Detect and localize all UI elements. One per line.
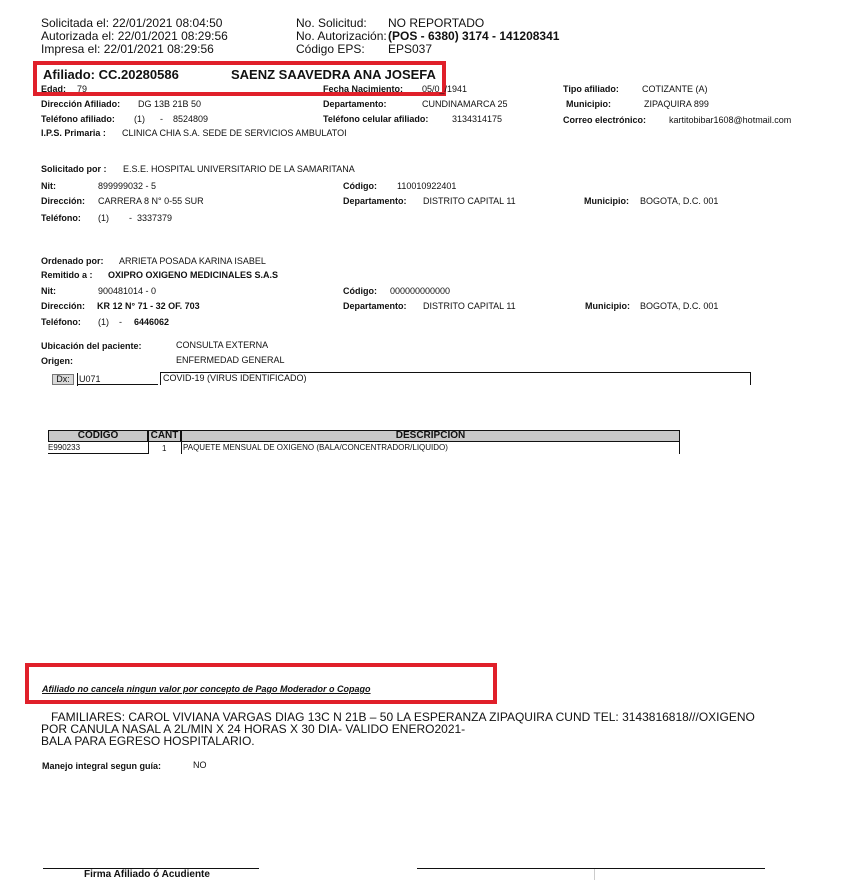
solicitante-departamento-label: Departamento: — [343, 196, 407, 206]
solicitante-telefono-label: Teléfono: — [41, 213, 81, 223]
solicitante-codigo-value: 110010922401 — [397, 181, 457, 191]
remitido-municipio-label: Municipio: — [585, 301, 630, 311]
solicitante-municipio-value: BOGOTA, D.C. 001 — [640, 196, 719, 206]
row-divider-2 — [181, 442, 182, 454]
ubicacion-value: CONSULTA EXTERNA — [176, 340, 269, 350]
fecha-nacimiento-value: 05/0_/1941 — [422, 84, 468, 94]
no-autorizacion-label: No. Autorización: — [296, 29, 387, 43]
telefono-afiliado-value: (1) - 8524809 — [134, 114, 209, 124]
celular-afiliado-value: 3134314175 — [452, 114, 503, 124]
fecha-nacimiento-label: Fecha Nacimiento: — [323, 84, 404, 94]
correo-label: Correo electrónico: — [563, 115, 647, 125]
ubicacion-label: Ubicación del paciente: — [41, 341, 142, 351]
solicitante-nit-label: Nit: — [41, 181, 56, 191]
correo-value: kartitobibar1608@hotmail.com — [669, 115, 792, 125]
table-header-codigo: CODIGO — [48, 430, 148, 442]
manejo-integral-label: Manejo integral segun guía: — [42, 761, 162, 771]
remitido-a-value: OXIPRO OXIGENO MEDICINALES S.A.S — [108, 270, 279, 280]
origen-value: ENFERMEDAD GENERAL — [176, 355, 285, 365]
remitido-direccion-label: Dirección: — [41, 301, 86, 311]
remitido-nit-label: Nit: — [41, 286, 56, 296]
ordenado-por-label: Ordenado por: — [41, 256, 104, 266]
row-cant: 1 — [162, 444, 167, 453]
direccion-afiliado-value: DG 13B 21B 50 — [138, 99, 202, 109]
familiares-line-2: POR CANULA NASAL A 2L/MIN X 24 HORAS X 30 DIA- VALIDO ENERO2021- — [41, 722, 466, 736]
dx-label: Dx: — [52, 374, 74, 385]
row-codigo: E990233 — [48, 443, 81, 452]
dx-code: U071 — [79, 374, 101, 384]
departamento-afiliado-label: Departamento: — [323, 99, 387, 109]
table-header-cant: CANT — [148, 430, 181, 442]
no-solicitud-label: No. Solicitud: — [296, 16, 367, 30]
solicitante-departamento-value: DISTRITO CAPITAL 11 — [423, 196, 516, 206]
direccion-afiliado-label: Dirección Afiliado: — [41, 99, 121, 109]
dx-right-edge — [750, 372, 751, 385]
remitido-municipio-value: BOGOTA, D.C. 001 — [640, 301, 719, 311]
municipio-afiliado-label: Municipio: — [566, 99, 611, 109]
manejo-integral-value: NO — [193, 760, 207, 770]
codigo-eps-label: Código EPS: — [296, 42, 365, 56]
remitido-departamento-label: Departamento: — [343, 301, 407, 311]
ips-primaria-value: CLINICA CHIA S.A. SEDE DE SERVICIOS AMBULATOI — [122, 128, 347, 138]
telefono-afiliado-label: Teléfono afiliado: — [41, 114, 115, 124]
solicitante-direccion-value: CARRERA 8 N° 0-55 SUR — [98, 196, 204, 206]
afiliado-id: Afiliado: CC.20280586 — [43, 67, 179, 82]
familiares-line-1: FAMILIARES: CAROL VIVIANA VARGAS DIAG 13C N 21B – 50 LA ESPERANZA ZIPAQUIRA CUND TEL: 3143816818///OXIGENO — [41, 710, 755, 724]
no-autorizacion-value: (POS - 6380) 3174 - 141208341 — [388, 29, 560, 43]
row-descripcion: PAQUETE MENSUAL DE OXIGENO (BALA/CONCENTRADOR/LIQUIDO) — [183, 443, 448, 452]
solicitante-direccion-label: Dirección: — [41, 196, 86, 206]
remitido-telefono-prefix: (1) - — [98, 317, 122, 327]
remitido-direccion-value: KR 12 N° 71 - 32 OF. 703 — [97, 301, 200, 311]
solicitante-codigo-label: Código: — [343, 181, 377, 191]
remitido-codigo-label: Código: — [343, 286, 377, 296]
copago-highlight-box — [25, 663, 497, 704]
fecha-impresa: Impresa el: 22/01/2021 08:29:56 — [41, 42, 214, 56]
origen-label: Origen: — [41, 356, 74, 366]
solicitado-por-value: E.S.E. HOSPITAL UNIVERSITARIO DE LA SAMARITANA — [123, 164, 355, 174]
no-solicitud-value: NO REPORTADO — [388, 16, 485, 30]
firma-funcionario-line — [417, 868, 765, 869]
remitido-telefono-label: Teléfono: — [41, 317, 81, 327]
tipo-afiliado-label: Tipo afiliado: — [563, 84, 619, 94]
remitido-departamento-value: DISTRITO CAPITAL 11 — [423, 301, 516, 311]
dx-divider-2 — [160, 372, 161, 385]
table-header-descripcion: DESCRIPCION — [181, 430, 680, 442]
row-divider-1 — [148, 442, 149, 454]
dx-code-underline — [77, 384, 158, 385]
fecha-autorizada: Autorizada el: 22/01/2021 08:29:56 — [41, 29, 228, 43]
ordenado-por-value: ARRIETA POSADA KARINA ISABEL — [119, 256, 266, 266]
firma-divider — [594, 869, 595, 880]
dx-description: COVID-19 (VIRUS IDENTIFICADO) — [163, 373, 307, 383]
remitido-nit-value: 900481014 - 0 — [98, 286, 157, 296]
departamento-afiliado-value: CUNDINAMARCA 25 — [422, 99, 508, 109]
afiliado-name: SAENZ SAAVEDRA ANA JOSEFA — [231, 67, 436, 82]
codigo-eps-value: EPS037 — [388, 42, 433, 56]
remitido-a-label: Remitido a : — [41, 270, 93, 280]
edad-value: 79 — [77, 84, 88, 94]
solicitado-por-label: Solicitado por : — [41, 164, 107, 174]
edad-label: Edad: — [41, 84, 67, 94]
dx-top-rule — [160, 372, 751, 373]
copago-note: Afiliado no cancela ningun valor por concepto de Pago Moderador o Copago — [42, 684, 371, 694]
row-underline — [48, 453, 148, 454]
celular-afiliado-label: Teléfono celular afiliado: — [323, 114, 429, 124]
fecha-solicitada: Solicitada el: 22/01/2021 08:04:50 — [41, 16, 223, 30]
row-right-edge — [679, 442, 680, 454]
tipo-afiliado-value: COTIZANTE (A) — [642, 84, 708, 94]
solicitante-nit-value: 899999032 - 5 — [98, 181, 157, 191]
remitido-telefono-value: 6446062 — [134, 317, 170, 327]
municipio-afiliado-value: ZIPAQUIRA 899 — [644, 99, 709, 109]
solicitante-municipio-label: Municipio: — [584, 196, 629, 206]
firma-afiliado-label: Firma Afiliado ó Acudiente — [84, 869, 210, 880]
familiares-line-3: BALA PARA EGRESO HOSPITALARIO. — [41, 734, 255, 748]
ips-primaria-label: I.P.S. Primaria : — [41, 128, 106, 138]
solicitante-telefono-value: (1) - 3337379 — [98, 213, 173, 223]
remitido-codigo-value: 000000000000 — [390, 286, 451, 296]
